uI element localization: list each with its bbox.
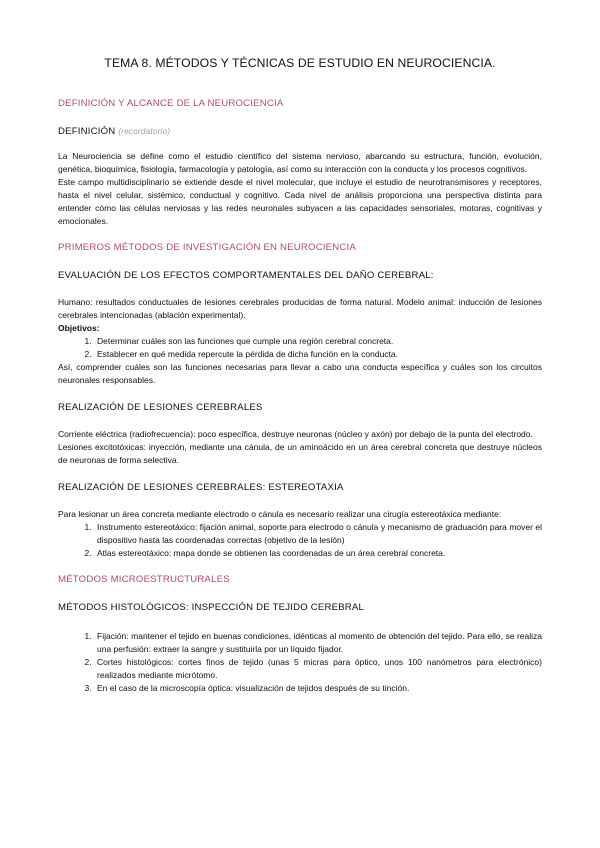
paragraph-asi: Así, comprender cuáles son las funciones necesarias para llevar a cabo una conducta específica y cuáles son los circuitos neuronales responsables. (58, 362, 542, 385)
subheading-definicion (58, 126, 542, 137)
estereotaxia-block (58, 508, 542, 560)
list-item: 2. Establecer en qué medida repercute la pérdida de dicha función en la conducta. (94, 348, 542, 361)
histologicos-block (58, 630, 542, 695)
list-item: 2. Cortes histológicos: cortes finos de tejido (unas 5 micras para óptico, unos 100 nanómetros para electrónico) realizados mediante micrótomo. (94, 656, 542, 682)
definition-block (58, 150, 542, 228)
lesiones-block (58, 428, 542, 467)
subheading-definicion-label: DEFINICIÓN (58, 126, 116, 137)
paragraph-definition-1: La Neurociencia se define como el estudio científico del sistema nervioso, abarcando su estructura, función, evolución, genética, bioquímica, fisiología, farmacología y patología, así como su interacción con la conducta y los procesos cognitivos. (58, 151, 542, 174)
subheading-note: (recordatorio) (118, 127, 171, 136)
paragraph-excitotoxicas: Lesiones excitotóxicas: inyección, mediante una cánula, de un aminoácido en un área cerebral concreta que destruye núcleos de neuronas de forma selectiva. (58, 442, 542, 465)
paragraph-corriente: Corriente eléctrica (radiofrecuencia): poco específica, destruye neuronas (núcleo y axón) por debajo de la punta del electrodo. (58, 429, 533, 439)
list-item: 1. Determinar cuáles son las funciones que cumple una región cerebral concreta. (94, 335, 542, 348)
objetivos-label: Objetivos: (58, 323, 100, 333)
subheading-histologicos: MÉTODOS HISTOLÓGICOS: INSPECCIÓN DE TEJIDO CEREBRAL (58, 602, 365, 613)
section-heading-microestructurales: MÉTODOS MICROESTRUCTURALES (58, 574, 230, 585)
evaluacion-block (58, 296, 542, 387)
estereotaxia-list (58, 521, 542, 560)
subheading-estereotaxia: REALIZACIÓN DE LESIONES CEREBRALES: ESTEREOTAXIA (58, 482, 344, 493)
list-item: 2. Atlas estereotáxico: mapa donde se obtienen las coordenadas de un área cerebral concreta. (94, 547, 542, 560)
section-heading-primeros-metodos: PRIMEROS MÉTODOS DE INVESTIGACIÓN EN NEUROCIENCIA (58, 242, 357, 253)
page-title: TEMA 8. MÉTODOS Y TÉCNICAS DE ESTUDIO EN NEUROCIENCIA. (104, 56, 496, 70)
subheading-evaluacion: EVALUACIÓN DE LOS EFECTOS COMPORTAMENTALES DEL DAÑO CEREBRAL: (58, 270, 434, 281)
subheading-lesiones: REALIZACIÓN DE LESIONES CEREBRALES (58, 402, 263, 413)
paragraph-definition-2: Este campo multidisciplinario se extiende desde el nivel molecular, que incluye el estudio de neurotransmisores y receptores, hasta el nivel celular, sistémico, conductual y cognitivo. Cada nivel de análisis proporciona una perspectiva distinta para entender cómo las células nerviosas y las redes neuronales subyacen a las capacidades sensoriales, motoras, cognitivas y emocionales. (58, 177, 542, 226)
list-item: 1. Fijación: mantener el tejido en buenas condiciones, idénticas al momento de obtención del tejido. Para ello, se realiza una perfusión: extraer la sangre y sustituirla por un líquido fijador. (94, 630, 542, 656)
paragraph-humano: Humano: resultados conductuales de lesiones cerebrales producidas de forma natural. Modelo animal: inducción de lesiones cerebrales intencionadas (ablación experimental). (58, 297, 542, 320)
histologicos-list (58, 630, 542, 695)
paragraph-estereotaxia: Para lesionar un área concreta mediante electrodo o cánula es necesario realizar una cirugía estereotáxica mediante: (58, 509, 502, 519)
list-item: 1. Instrumento estereotáxico: fijación animal, soporte para electrodo o cánula y mecanismo de graduación para mover el dispositivo hasta las coordenadas correctas (objetivo de la lesión) (94, 521, 542, 547)
objetivos-list (58, 335, 542, 361)
list-item: 3. En el caso de la microscopía óptica: visualización de tejidos después de su tinción. (94, 682, 542, 695)
section-heading-definicion: DEFINICIÓN Y ALCANCE DE LA NEUROCIENCIA (58, 98, 284, 109)
